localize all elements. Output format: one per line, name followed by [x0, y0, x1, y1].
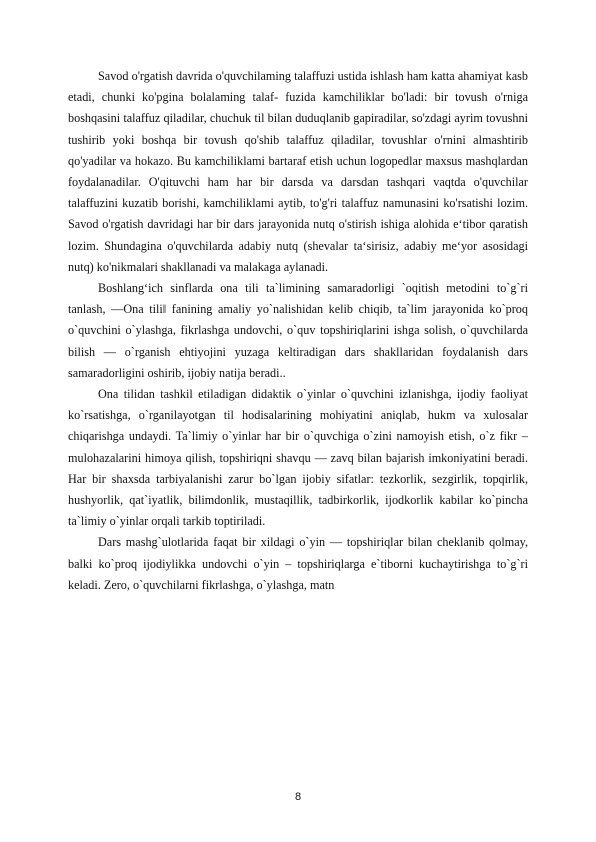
paragraph-1: Savod o'rgatish davrida o'quvchilaming talaffuzi ustida ishlash ham katta ahamiyat kasb etadi, chunki ko'pgina bolalaming talaf- fuzida kamchiliklar bo'ladi: bir tovush o'rniga boshqasini talaffuz qiladilar, chuchuk til bilan duduqlanib gapiradilar, so'zdagi ayrim tovushni tushirib yoki boshqa bir tovush qo'shib talaffuz qiladilar, tovushlar o'rnini almashtirib qo'yadilar va hokazo. Bu kamchiliklami bartaraf etish uchun logopedlar maxsus mashqlardan foydalanadilar. O'qituvchi ham har bir darsda va darsdan tashqari vaqtda o'quvchilar talaffuzini kuzatib borishi, kamchiliklami aytib, to'g'ri talaffuz namunasini ko'rsatishi lozim. Savod o'rgatish davridagi har bir dars jarayonida nutq o'stirish ishiga alohida e‘tibor qaratish lozim. Shundagina o'quvchilarda adabiy nutq (shevalar ta‘sirisiz, adabiy me‘yor asosidagi nutq) ko'nikmalari shakllanadi va malakaga aylanadi.: [68, 69, 528, 274]
paragraph-2: Boshlang‘ich sinflarda ona tili ta`limining samaradorligi `oqitish metodini to`g`ri tanlash, ―Ona tili‖ fanining amaliy yo`nalishidan kelib chiqib, ta`lim jarayonida ko`proq o`quvchini o`ylashga, fikrlashga undovchi, o`quv topshiriqlarini ishga solish, o`quvchilarda bilish — o`rganish ehtiyojini yuzaga keltiradigan dars shakllaridan foydalanish dars samaradorligini oshirib, ijobiy natija beradi..: [68, 281, 528, 380]
paragraph-4: Dars mashg`ulotlarida faqat bir xildagi o`yin — topshiriqlar bilan cheklanib qolmay, balki ko`proq ijodiylikka undovchi o`yin – topshiriqlarga e`tiborni kuchaytirishga to`g`ri keladi. Zero, o`quvchilarni fikrlashga, o`ylashga, matn: [68, 535, 528, 592]
page-number: 8: [294, 791, 302, 803]
paragraph-3: Ona tilidan tashkil etiladigan didaktik o`yinlar o`quvchini izlanishga, ijodiy faoliyat ko`rsatishga, o`rganilayotgan til hodisalarining mohiyatini aniqlab, hukm va xulosalar chiqarishga undaydi. Ta`limiy o`yinlar har bir o`quvchiga o`zini namoyish etish, o`z fikr – mulohazalarini himoya qilish, topshiriqni shavqu — zavq bilan bajarish imkoniyatini beradi. Har bir shaxsda tarbiyalanishi zarur bo`lgan ijobiy sifatlar: tezkorlik, sezgirlik, topqirlik, hushyorlik, qat`iyatlik, bilimdonlik, mustaqillik, tadbirkorlik, ijodkorlik kabilar ko`pincha ta`limiy o`yinlar orqali tarkib toptiriladi.: [68, 387, 528, 529]
document-body: [68, 66, 528, 596]
